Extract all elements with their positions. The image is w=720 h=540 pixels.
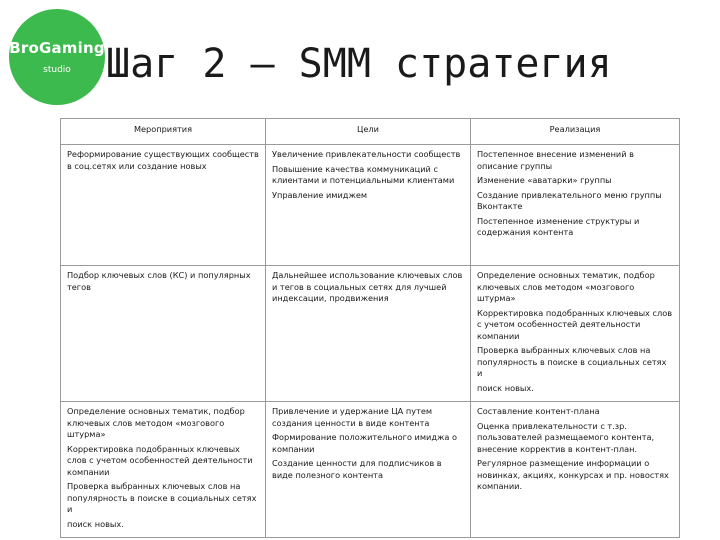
logo-name: BroGaming [9, 39, 105, 57]
implementation-cell [471, 266, 680, 402]
cell-line: Изменение «аватарки» группы [477, 175, 612, 185]
cell-line: Создание ценности для подписчиков в виде полезного контента [272, 458, 442, 480]
cell-line: Формирование положительного имиджа о компании [272, 432, 458, 454]
cell-line: Подбор ключевых слов (КС) и популярных тегов [67, 270, 251, 292]
slide-title: Шаг 2 – SMM стратегия [106, 41, 612, 87]
cell-line: Оценка привлекательности с т.зр. пользователей размещаемого контента, внесение корректив в контент-план. [477, 420, 655, 454]
events-cell [61, 402, 266, 538]
cell-line: Повышение качества коммуникаций с клиентами и потенциальными клиентами [272, 163, 455, 185]
cell-line: Регулярное размещение информации о новинках, акциях, конкурсах и пр. новостях компании. [477, 458, 669, 491]
cell-line: Реформирование существующих сообществ в соц.сетях или создание новых [67, 149, 259, 171]
smm-strategy-table [60, 118, 680, 538]
cell-line: Корректировка подобранных ключевых слов с учетом особенностей деятельности компании [67, 443, 253, 477]
cell-line: Управление имиджем [272, 189, 368, 200]
cell-line: Составление контент-плана [477, 406, 600, 416]
table-header-row [61, 119, 680, 145]
table-row [61, 266, 680, 402]
header-events: Мероприятия [61, 119, 266, 145]
goals-cell [266, 402, 471, 538]
cell-line: Определение основных тематик, подбор ключевых слов методом «мозгового штурма» [67, 406, 245, 439]
events-cell [61, 266, 266, 402]
goals-cell [266, 145, 471, 266]
logo-subtitle: studio [43, 65, 71, 75]
events-cell [61, 145, 266, 266]
cell-line: Проверка выбранных ключевых слов на популярность в поиске в социальных сетях и [67, 481, 257, 514]
goals-cell [266, 266, 471, 402]
brand-logo [9, 9, 105, 105]
cell-line: Корректировка подобранных ключевых слов с учетом особенностей деятельности компании [477, 307, 673, 341]
header-goals: Цели [266, 119, 471, 145]
implementation-cell [471, 402, 680, 538]
cell-line: Создание привлекательного меню группы Вконтакте [477, 189, 662, 211]
cell-line: поиск новых. [67, 518, 124, 529]
table-row [61, 145, 680, 266]
cell-line: Постепенное внесение изменений в описание группы [477, 149, 634, 171]
cell-line: Определение основных тематик, подбор ключевых слов методом «мозгового штурма» [477, 270, 655, 303]
cell-line: поиск новых. [477, 382, 534, 393]
cell-line: Увеличение привлекательности сообществ [272, 149, 461, 159]
table-row [61, 402, 680, 538]
header-implementation: Реализация [471, 119, 680, 145]
cell-line: Проверка выбранных ключевых слов на популярность в поиске в социальных сетях и [477, 345, 667, 378]
implementation-cell [471, 145, 680, 266]
cell-line: Дальнейшее использование ключевых слов и тегов в социальных сетях для лучшей индексации, продвижения [272, 270, 463, 303]
cell-line: Привлечение и удержание ЦА путем создания ценности в виде контента [272, 406, 433, 428]
cell-line: Постепенное изменение структуры и содержания контента [477, 215, 640, 237]
